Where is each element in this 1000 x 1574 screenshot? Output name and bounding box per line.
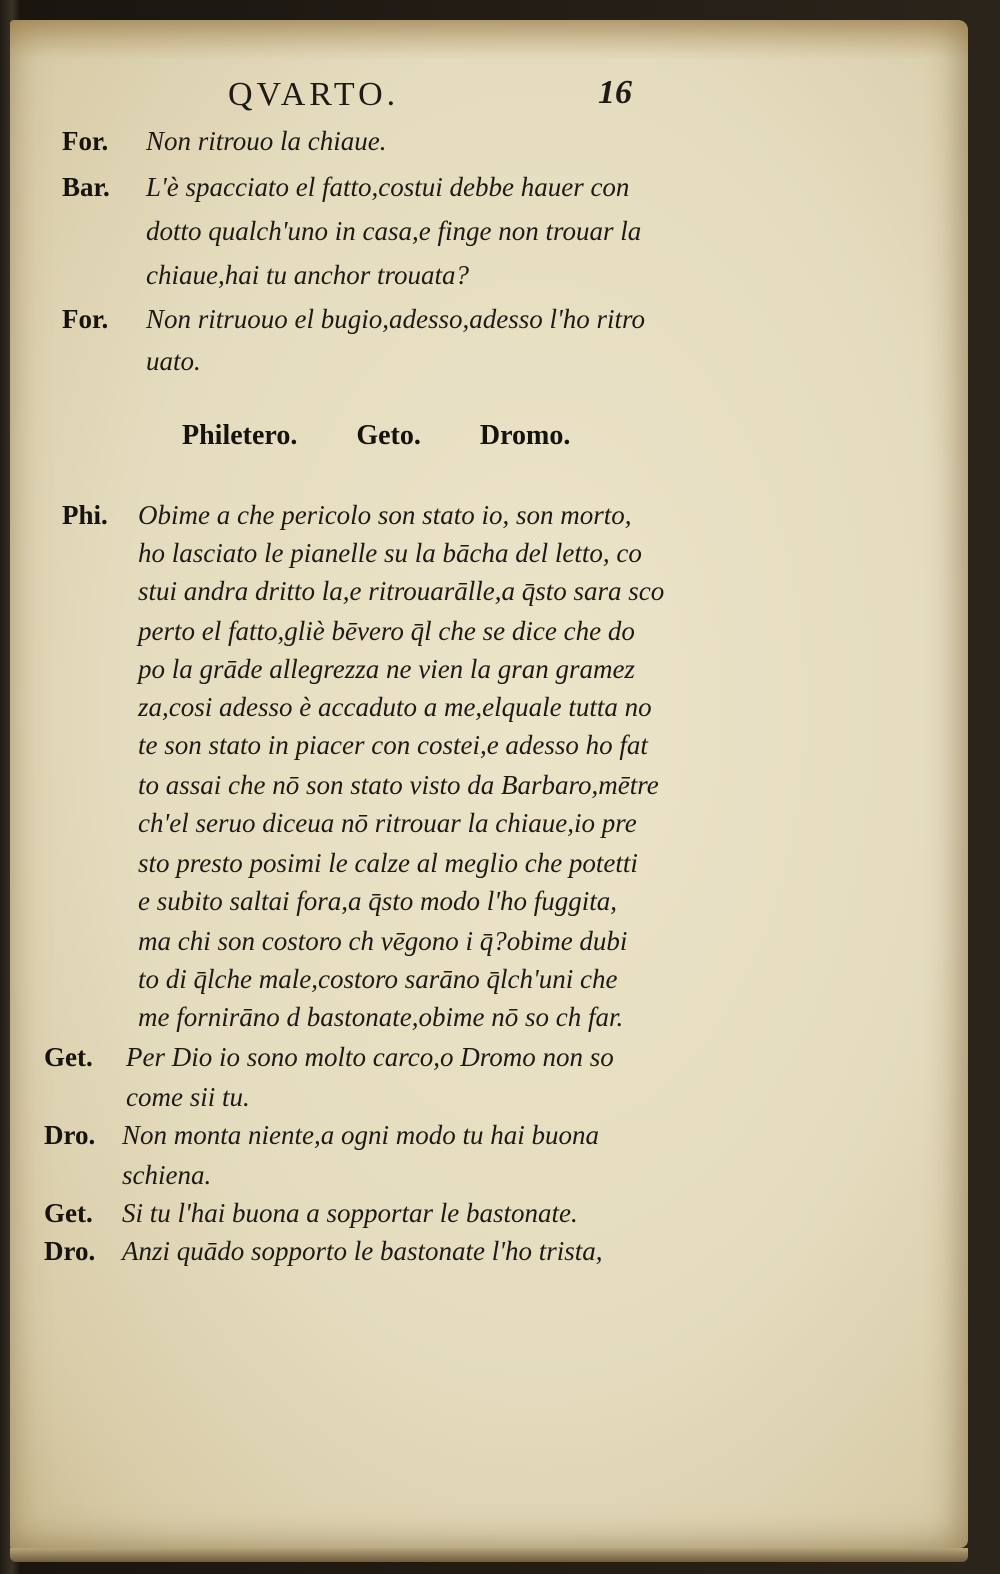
text-line: come sii tu. bbox=[126, 1082, 250, 1112]
speaker-label: Dro. bbox=[44, 1236, 96, 1266]
text-line: sto presto posimi le calze al meglio che potetti bbox=[138, 848, 638, 878]
page-edge bbox=[10, 1548, 968, 1562]
text-line: po la grāde allegrezza ne vien la gran gramez bbox=[138, 654, 635, 684]
text-line: chiaue,hai tu anchor trouata? bbox=[146, 260, 469, 290]
page-text bbox=[10, 20, 968, 1548]
text-line: me fornirāno d bastonate,obime nō so ch far. bbox=[138, 1002, 624, 1032]
text-line: L'è spacciato el fatto,costui debbe hauer con bbox=[146, 172, 630, 202]
text-line: Non monta niente,a ogni modo tu hai buona bbox=[122, 1120, 599, 1150]
text-line: uato. bbox=[146, 346, 201, 376]
text-line: Anzi quādo sopporto le bastonate l'ho trista, bbox=[122, 1236, 603, 1266]
text-line: stui andra dritto la,e ritrouarālle,a q̄sto sara sco bbox=[138, 576, 665, 606]
speaker-label: Get. bbox=[44, 1198, 93, 1228]
speaker-label: Bar. bbox=[62, 172, 110, 202]
text-line: Si tu l'hai buona a sopportar le bastonate. bbox=[122, 1198, 578, 1228]
text-line: Non ritruouo el bugio,adesso,adesso l'ho ritro bbox=[146, 304, 646, 334]
text-line: ch'el seruo diceua nō ritrouar la chiaue,io pre bbox=[138, 808, 637, 838]
page-number: 16 bbox=[598, 74, 632, 111]
text-line: Per Dio io sono molto carco,o Dromo non so bbox=[126, 1042, 614, 1072]
text-line: to assai che nō son stato visto da Barbaro,mētre bbox=[138, 770, 659, 800]
text-line: Non ritrouo la chiaue. bbox=[146, 126, 387, 156]
book-page bbox=[10, 20, 968, 1548]
text-line: perto el fatto,gliè bēvero q̄l che se dice che do bbox=[138, 616, 635, 646]
speaker-label: Dro. bbox=[44, 1120, 96, 1150]
text-line: schiena. bbox=[122, 1160, 212, 1190]
running-head: QVARTO. bbox=[228, 76, 400, 113]
speaker-label: For. bbox=[62, 126, 109, 156]
character-name: Dromo. bbox=[479, 420, 571, 451]
speaker-label: For. bbox=[62, 304, 109, 334]
speaker-label: Get. bbox=[44, 1042, 93, 1072]
scene-heading bbox=[182, 420, 622, 452]
character-name: Geto. bbox=[356, 420, 421, 451]
character-name: Philetero. bbox=[182, 420, 298, 451]
speaker-label: Phi. bbox=[62, 500, 108, 530]
text-line: ma chi son costoro ch vēgono i q̄?obime dubi bbox=[138, 926, 628, 956]
text-line: ho lasciato le pianelle su la bācha del letto, co bbox=[138, 538, 642, 568]
text-line: dotto qualch'uno in casa,e finge non trouar la bbox=[146, 216, 642, 246]
text-line: za,cosi adesso è accaduto a me,elquale tutta no bbox=[138, 692, 652, 722]
text-line: to di q̄lche male,costoro sarāno q̄lch'uni che bbox=[138, 964, 618, 994]
text-line: Obime a che pericolo son stato io, son morto, bbox=[138, 500, 632, 530]
text-line: e subito saltai fora,a q̄sto modo l'ho fuggita, bbox=[138, 886, 618, 916]
text-line: te son stato in piacer con costei,e adesso ho fat bbox=[138, 730, 648, 760]
